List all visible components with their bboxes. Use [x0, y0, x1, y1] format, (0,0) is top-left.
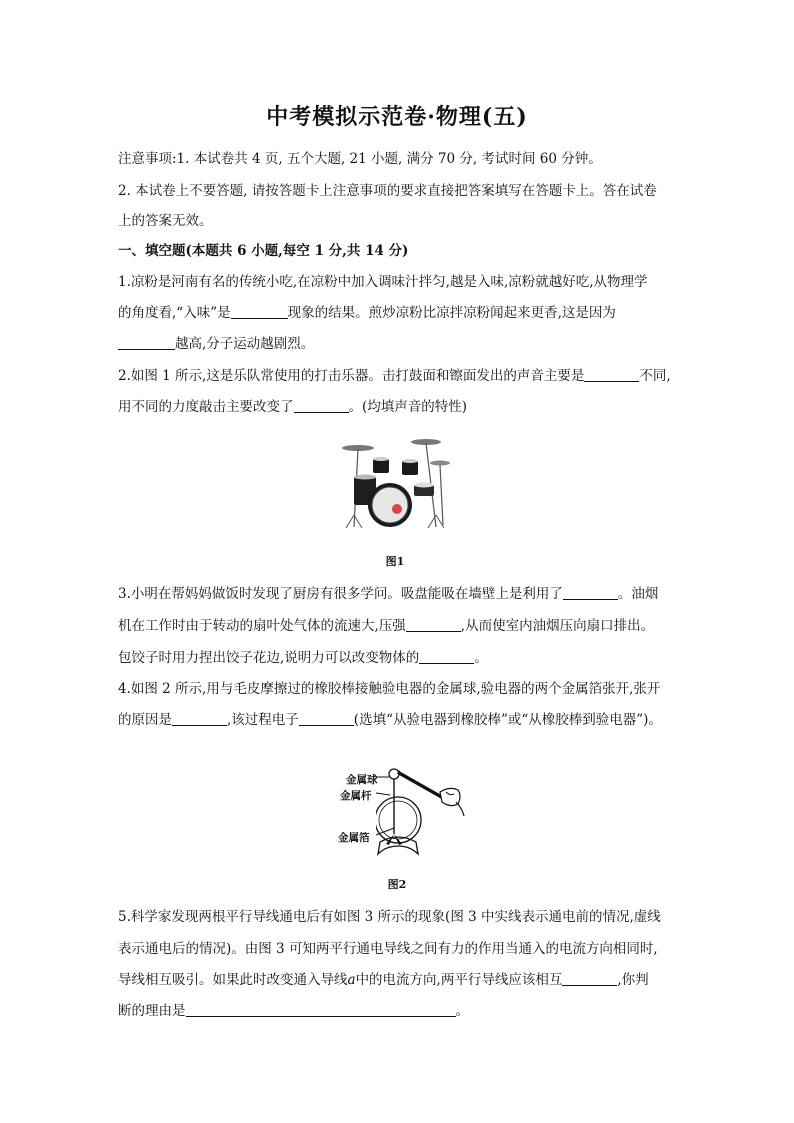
notice-line-2: 2. 本试卷上不要答题, 请按答题卡上注意事项的要求直接把答案填写在答题卡上。答在试卷	[118, 183, 657, 199]
q3-line-3	[118, 646, 684, 666]
answer-blank[interactable]	[563, 586, 618, 600]
figure-1-caption: 图1	[385, 555, 405, 568]
answer-blank[interactable]	[419, 650, 474, 664]
q2-text-d: 。(均填声音的特性)	[348, 399, 468, 415]
figure-2-caption: 图2	[387, 878, 407, 891]
q4-line-2	[118, 708, 684, 728]
q5-line-1: 5.科学家发现两根平行导线通电后有如图 3 所示的现象(图 3 中实线表示通电前的情况,虚线	[118, 909, 661, 925]
drum-kit-figure	[340, 435, 450, 530]
q4-text-b: ,该过程电子	[227, 712, 299, 728]
notice-line-3: 上的答案无效。	[118, 213, 213, 229]
q5-wire-variable: a	[347, 972, 356, 988]
q5-line-3	[118, 968, 684, 988]
q1-line-3	[118, 332, 684, 352]
section-heading: 一、填空题(本题共 6 小题,每空 1 分,共 14 分)	[118, 243, 409, 259]
q2-text-c: 用不同的力度敲击主要改变了	[118, 399, 294, 415]
q3-text-b: 。油烟	[617, 586, 659, 602]
q3-text-a: 3.小明在帮妈妈做饭时发现了厨房有很多学问。吸盘能吸在墙壁上是利用了	[118, 586, 563, 602]
q2-text-b: 不同,	[639, 368, 671, 384]
notice-line-1: 注意事项:1. 本试卷共 4 页, 五个大题, 21 小题, 满分 70 分, 考试时间 60 分钟。	[118, 151, 602, 167]
q4-text-a: 的原因是	[118, 712, 172, 728]
q2-text-a: 2.如图 1 所示,这是乐队常使用的打击乐器。击打鼓面和镲面发出的声音主要是	[118, 368, 585, 384]
q3-line-2	[118, 614, 684, 634]
q5-line-2: 表示通电后的情况)。由图 3 可知两平行通电导线之间有力的作用当通入的电流方向相同时,	[118, 941, 658, 957]
q1-text-b: 现象的结果。煎炒凉粉比凉拌凉粉闻起来更香,这是因为	[287, 305, 616, 321]
answer-blank[interactable]	[172, 712, 227, 726]
answer-blank[interactable]	[118, 336, 175, 350]
q2-line-2	[118, 395, 684, 415]
electroscope-figure	[376, 762, 466, 862]
q1-line-1: 1.凉粉是河南有名的传统小吃,在凉粉中加入调味汁拌匀,越是入味,凉粉就越好吃,从物理学	[118, 274, 648, 290]
q5-text-e: 。	[455, 1003, 469, 1019]
answer-blank[interactable]	[562, 972, 617, 986]
q4-line-1: 4.如图 2 所示,用与毛皮摩擦过的橡胶棒接触验电器的金属球,验电器的两个金属箔张开,张开	[118, 681, 661, 697]
answer-blank[interactable]	[231, 305, 288, 319]
q1-text-c: 越高,分子运动越剧烈。	[175, 336, 315, 352]
label-metal-ball: 金属球	[346, 774, 378, 786]
q1-line-2	[118, 301, 684, 321]
page-title: 中考模拟示范卷·物理(五)	[266, 104, 528, 130]
answer-blank[interactable]	[299, 712, 354, 726]
answer-blank[interactable]	[406, 618, 461, 632]
q3-line-1	[118, 582, 684, 602]
q3-text-c: 机在工作时由于转动的扇叶处气体的流速大,压强	[118, 618, 406, 634]
answer-blank[interactable]	[294, 399, 349, 413]
answer-blank[interactable]	[186, 1003, 456, 1017]
q3-text-e: 包饺子时用力捏出饺子花边,说明力可以改变物体的	[118, 650, 420, 666]
label-metal-rod: 金属杆	[340, 790, 372, 802]
q1-text-a: 的角度看,“入味”是	[118, 305, 231, 321]
q3-text-d: ,从而使室内油烟压向扇口排出。	[460, 618, 655, 634]
q5-text-d: 断的理由是	[118, 1003, 186, 1019]
q5-text-b: 中的电流方向,两平行导线应该相互	[355, 972, 563, 988]
q4-text-c: (选填“从验电器到橡胶棒”或“从橡胶棒到验电器”)。	[353, 712, 662, 728]
q3-text-f: 。	[474, 650, 488, 666]
label-metal-foil: 金属箔	[338, 832, 370, 844]
q5-line-4	[118, 999, 684, 1019]
q2-line-1	[118, 364, 684, 384]
q5-text-a: 导线相互吸引。如果此时改变通入导线	[118, 972, 348, 988]
q5-text-c: ,你判	[617, 972, 649, 988]
answer-blank[interactable]	[584, 368, 639, 382]
